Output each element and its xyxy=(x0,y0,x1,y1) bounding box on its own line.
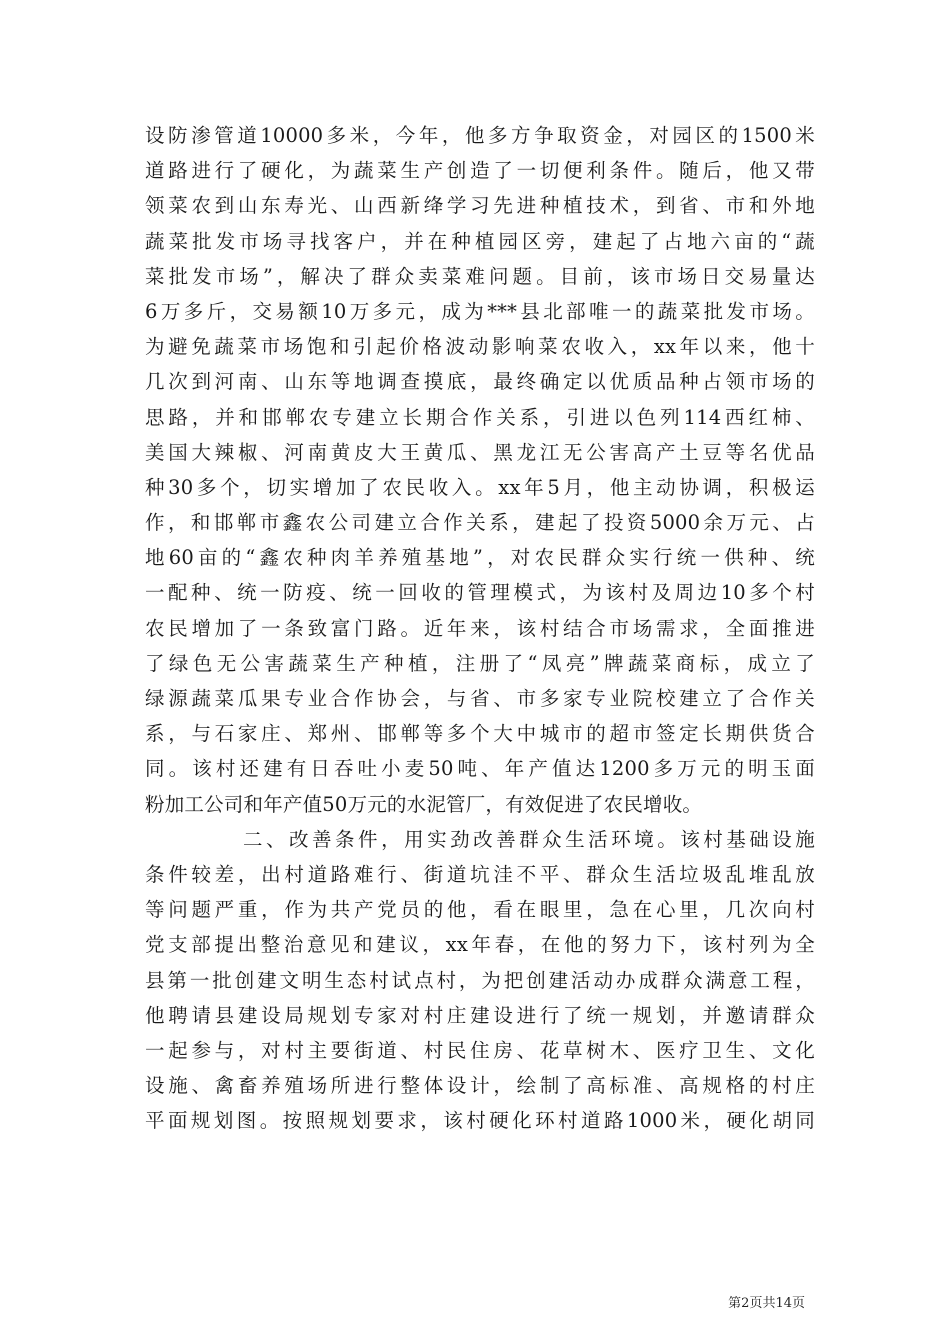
text-line: 种30多个，切实增加了农民收入。xx年5月，他主动协调，积极运 xyxy=(145,475,815,499)
text-line: 思路，并和邯郸农专建立长期合作关系，引进以色列114西红柿、 xyxy=(145,405,815,429)
text-line: 县第一批创建文明生态村试点村，为把创建活动办成群众满意工程， xyxy=(145,968,815,992)
text-line: 蔬菜批发市场寻找客户，并在种植园区旁，建起了占地六亩的“蔬 xyxy=(145,229,815,253)
text-line: 几次到河南、山东等地调查摸底，最终确定以优质品种占领市场的 xyxy=(145,370,815,394)
text-line: 同。该村还建有日吞吐小麦50吨、年产值达1200多万元的明玉面 xyxy=(145,757,815,781)
text-line: 绿源蔬菜瓜果专业合作协会，与省、市多家专业院校建立了合作关 xyxy=(145,687,815,710)
text-line: 为避免蔬菜市场饱和引起价格波动影响菜农收入，xx年以来，他十 xyxy=(145,335,815,359)
text-line: 菜批发市场”，解决了群众卖菜难问题。目前，该市场日交易量达 xyxy=(145,264,815,288)
text-line: 美国大辣椒、河南黄皮大王黄瓜、黑龙江无公害高产土豆等名优品 xyxy=(145,440,815,464)
text-line: 党支部提出整治意见和建议，xx年春，在他的努力下，该村列为全 xyxy=(145,933,815,957)
text-line: 一配种、统一防疫、统一回收的管理模式，为该村及周边10多个村 xyxy=(145,581,815,605)
text-line: 平面规划图。按照规划要求，该村硬化环村道路1000米，硬化胡同 xyxy=(145,1109,815,1133)
text-line: 设防渗管道10000多米，今年，他多方争取资金，对园区的1500米 xyxy=(145,124,815,147)
text-line: 道路进行了硬化，为蔬菜生产创造了一切便利条件。随后，他又带 xyxy=(145,159,815,183)
text-line: 他聘请县建设局规划专家对村庄建设进行了统一规划，并邀请群众 xyxy=(145,1003,815,1027)
body-text xyxy=(145,118,815,1138)
text-line: 系，与石家庄、郑州、邯郸等多个大中城市的超市签定长期供货合 xyxy=(145,722,815,746)
text-line: 6万多斤，交易额10万多元，成为***县北部唯一的蔬菜批发市场。 xyxy=(145,299,815,323)
text-line: 条件较差，出村道路难行、街道坑洼不平、群众生活垃圾乱堆乱放 xyxy=(145,862,815,886)
text-line: 一起参与，对村主要街道、村民住房、花草树木、医疗卫生、文化 xyxy=(145,1038,815,1062)
paragraph-end-line: 粉加工公司和年产值50万元的水泥管厂，有效促进了农民增收。 xyxy=(145,792,703,816)
text-line: 农民增加了一条致富门路。近年来，该村结合市场需求，全面推进 xyxy=(145,616,815,640)
text-line: 设施、禽畜养殖场所进行整体设计，绘制了高标准、高规格的村庄 xyxy=(145,1074,815,1098)
text-line: 等问题严重，作为共产党员的他，看在眼里，急在心里，几次向村 xyxy=(145,898,815,922)
text-line: 作，和邯郸市鑫农公司建立合作关系，建起了投资5000余万元、占 xyxy=(145,511,815,535)
text-line: 地60亩的“鑫农种肉羊养殖基地”，对农民群众实行统一供种、统 xyxy=(145,546,815,570)
text-line: 了绿色无公害蔬菜生产种植，注册了“凤亮”牌蔬菜商标，成立了 xyxy=(145,651,815,675)
text-line: 领菜农到山东寿光、山西新绛学习先进种植技术，到省、市和外地 xyxy=(145,194,815,218)
section-heading-line: 二、改善条件，用实劲改善群众生活环境。该村基础设施 xyxy=(243,827,815,851)
page-number: 第2页共14页 xyxy=(728,1296,805,1311)
